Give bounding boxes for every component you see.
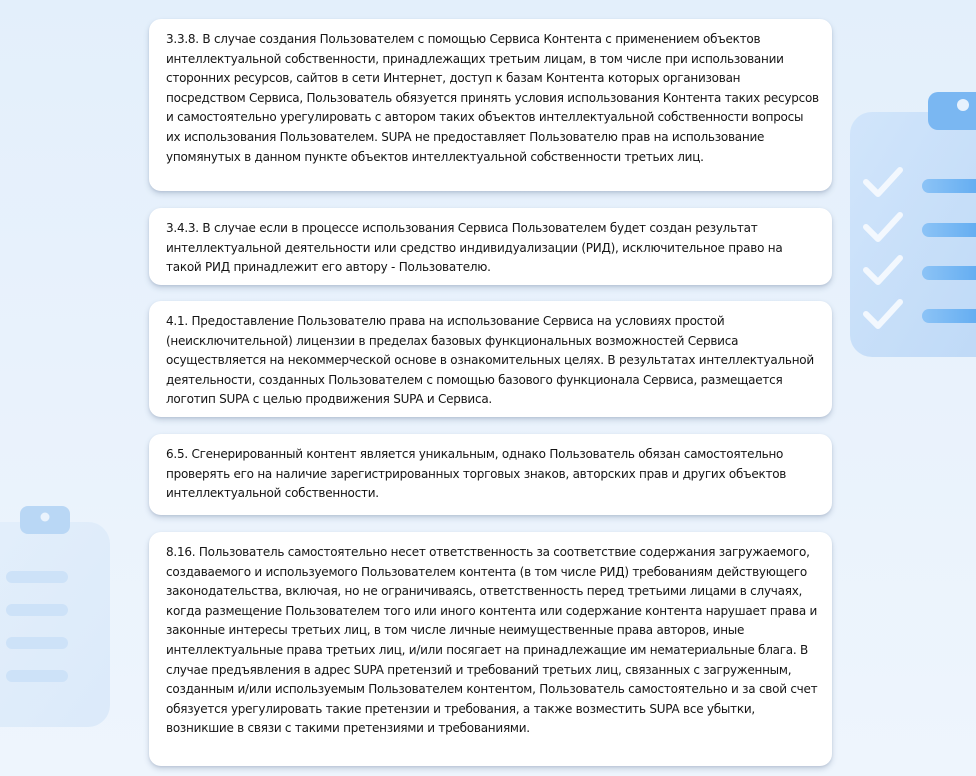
terms-clause-text: 4.1. Предоставление Пользователю права на использование Сервиса на условиях простой (неисключительной) лицензии в пределах базовых функциональных возможностей Сервиса осуществляется на некоммерческой основе в ознакомительных целях. В результатах интеллектуальной деятельности, созданных Пользователем с помощью базового функционала Сервиса, размещается логотип SUPA с целью продвижения SUPA и Сервиса. xyxy=(166,314,814,407)
terms-card-4-1 xyxy=(149,301,832,417)
terms-card-6-5 xyxy=(149,434,832,515)
terms-clause-text: 3.4.3. В случае если в процессе использования Сервиса Пользователем будет создан результат интеллектуальной деятельности или средство индивидуализации (РИД), исключительное право на такой РИД принадлежит его автору - Пользователю. xyxy=(166,221,783,275)
terms-clause-text: 8.16. Пользователь самостоятельно несет ответственность за соответствие содержания загружаемого, создаваемого и используемого Пользователем контента (в том числе РИД) требованиям действующего законодательства, включая, но не ограничиваясь, ответственность перед третьими лицами в случаях, когда размещение Пользователем того или иного контента или содержание контента нарушает права и законные интересы третьих лиц, в том числе личные неимущественные права авторов, иные интеллектуальные права третьих лиц, и/или посягает на принадлежащие им нематериальные блага. В случае предъявления в адрес SUPA претензий и требований третьих лиц, связанных с загруженным, созданным и/или используемым Пользователем контентом, Пользователь самостоятельно и за свой счет обязуется урегулировать такие претензии и требования, а также возместить SUPA все убытки, возникшие в связи с такими претензиями и требованиями. xyxy=(166,545,818,736)
terms-clause-text: 6.5. Сгенерированный контент является уникальным, однако Пользователь обязан самостоятельно проверять его на наличие зарегистрированных торговых знаков, авторских прав и других объектов интеллектуальной собственности. xyxy=(166,447,787,501)
terms-card-8-16 xyxy=(149,532,832,766)
clipboard-checklist-icon xyxy=(840,90,976,360)
clipboard-list-icon xyxy=(0,500,120,740)
terms-card-3-3-8 xyxy=(149,19,832,191)
terms-card-3-4-3 xyxy=(149,208,832,285)
terms-clause-text: 3.3.8. В случае создания Пользователем с помощью Сервиса Контента с применением объектов интеллектуальной собственности, принадлежащих третьим лицам, в том числе при использовании сторонних ресурсов, сайтов в сети Интернет, доступ к базам Контента которых организован посредством Сервиса, Пользователь обязуется принять условия использования Контента таких ресурсов и самостоятельно урегулировать с автором таких объектов интеллектуальной собственности вопросы их использования Пользователем. SUPA не предоставляет Пользователю прав на использование упомянутых в данном пункте объектов интеллектуальной собственности третьих лиц. xyxy=(166,32,819,164)
